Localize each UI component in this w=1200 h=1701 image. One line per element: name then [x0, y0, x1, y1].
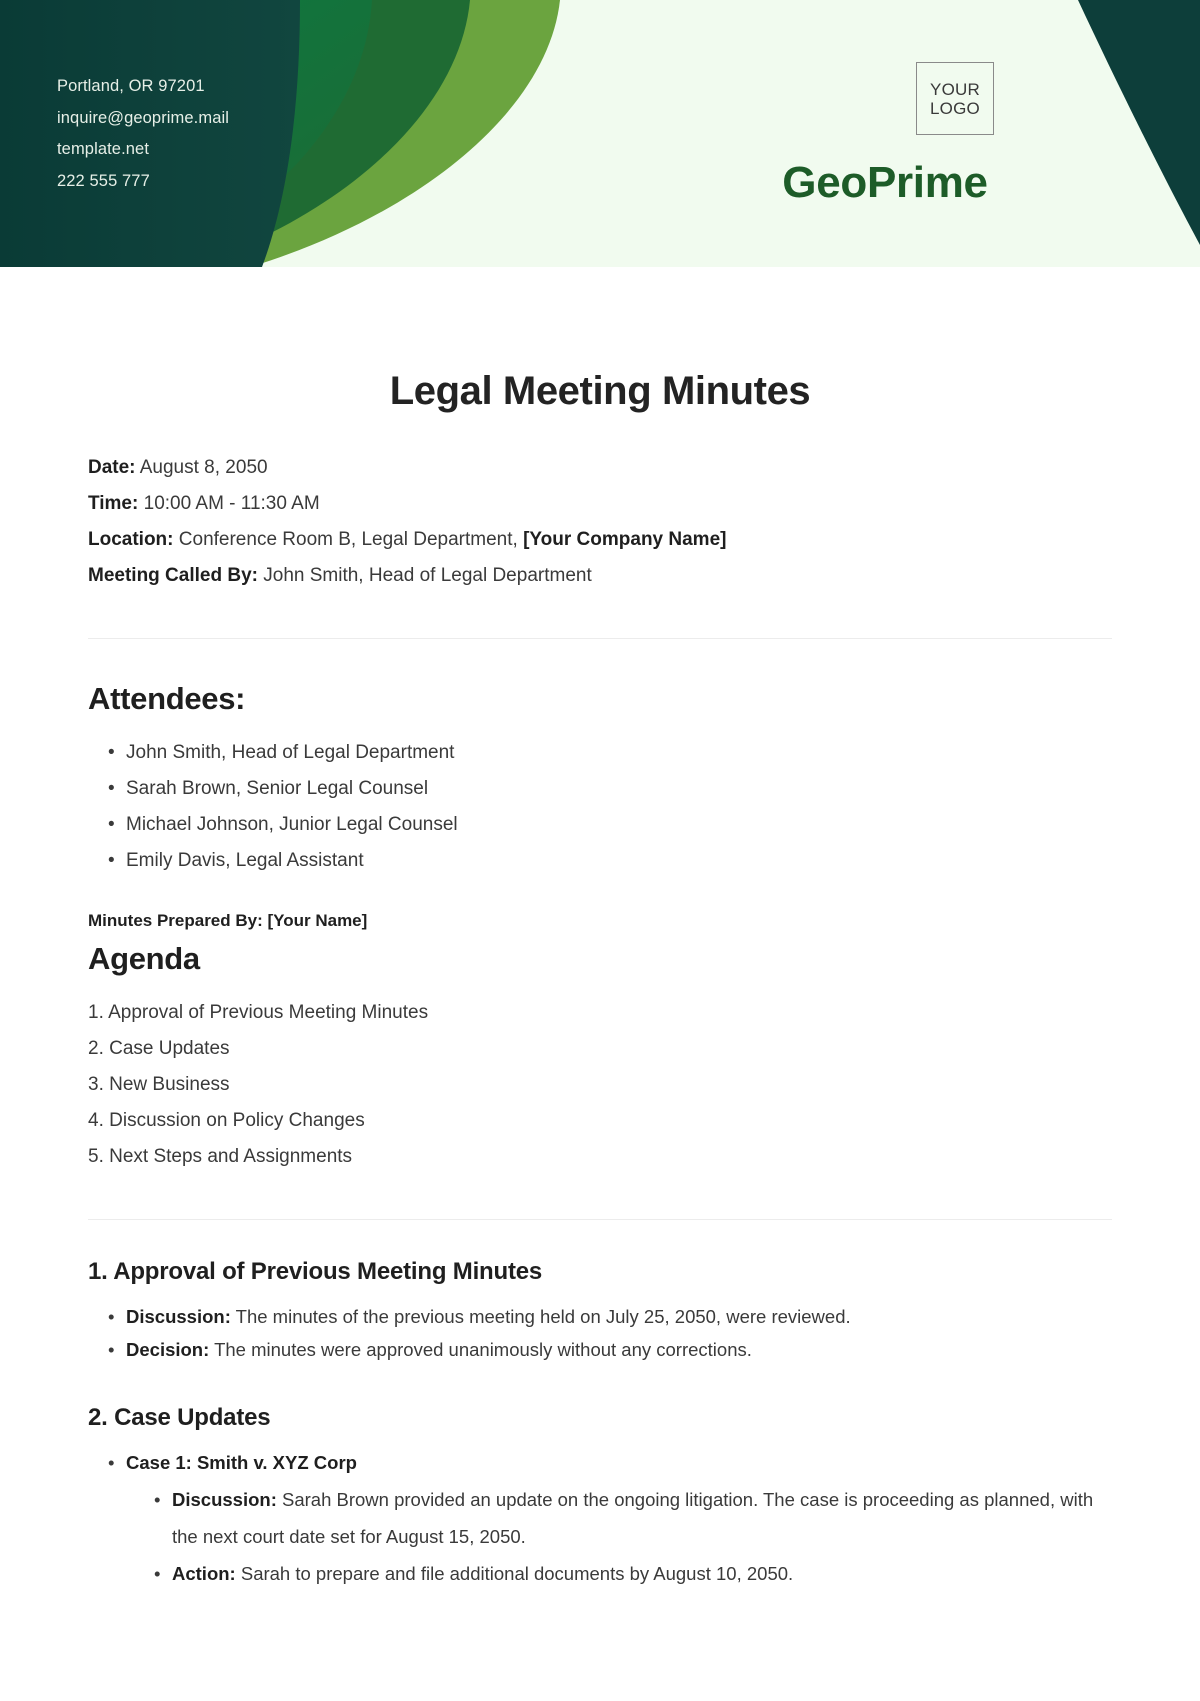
list-item: • Sarah Brown, Senior Legal Counsel — [106, 771, 1112, 807]
meta-time — [88, 486, 1112, 522]
item-label: Discussion: — [126, 1306, 231, 1327]
list-item — [152, 1481, 1112, 1555]
contact-email: inquire@geoprime.mail — [57, 108, 230, 127]
meta-called-by-label: Meeting Called By: — [88, 565, 258, 586]
attendees-heading: Attendees: — [88, 681, 246, 716]
document-body — [0, 369, 1200, 1592]
logo-placeholder-box — [916, 62, 994, 135]
page-title: Legal Meeting Minutes — [389, 369, 811, 413]
page-header — [0, 0, 1200, 267]
case-1-sublist — [126, 1481, 1112, 1592]
meta-time-label: Time: — [88, 493, 139, 514]
section-1-list — [88, 1300, 1112, 1366]
minutes-prepared-by: Minutes Prepared By: [Your Name] — [88, 911, 368, 930]
list-item: 1. Approval of Previous Meeting Minutes — [88, 1002, 429, 1023]
item-text: Sarah Brown provided an update on the ongoing litigation. The case is proceeding as planned, with the next court date set for August 15, 2050. — [172, 1489, 1094, 1547]
list-item: • Michael Johnson, Junior Legal Counsel — [106, 807, 1112, 843]
list-item: • John Smith, Head of Legal Department — [106, 735, 1112, 771]
meta-called-by-text: John Smith, Head of Legal Department — [263, 565, 592, 586]
meta-location-text: Conference Room B, Legal Department, — [178, 529, 524, 550]
item-text: Sarah to prepare and file additional documents by August 10, 2050. — [235, 1563, 794, 1584]
divider-2 — [88, 1219, 1112, 1220]
section-2-heading: 2. Case Updates — [88, 1404, 271, 1431]
meta-location-company: [Your Company Name] — [523, 529, 727, 550]
meeting-meta-block — [88, 450, 1112, 594]
list-item: 5. Next Steps and Assignments — [88, 1146, 353, 1167]
case-1-label: Case 1: Smith v. XYZ Corp — [126, 1452, 357, 1473]
meta-date — [88, 450, 1112, 486]
logo-text-line2: LOGO — [930, 98, 980, 118]
meta-time-text: 10:00 AM - 11:30 AM — [143, 493, 320, 514]
section-1-heading: 1. Approval of Previous Meeting Minutes — [88, 1258, 543, 1285]
meta-location — [88, 522, 1112, 558]
meta-location-label: Location: — [88, 529, 174, 550]
item-text: The minutes of the previous meeting held on July 25, 2050, were reviewed. — [230, 1306, 851, 1327]
list-item — [106, 1446, 1112, 1592]
item-text: The minutes were approved unanimously without any corrections. — [209, 1339, 752, 1360]
divider-1 — [88, 638, 1112, 639]
logo-text-line1: YOUR — [930, 79, 980, 99]
contact-address: Portland, OR 97201 — [57, 77, 205, 95]
meta-called-by — [88, 558, 1112, 594]
list-item — [106, 1333, 1112, 1366]
list-item: 2. Case Updates — [88, 1038, 230, 1059]
section-2-list — [88, 1446, 1112, 1592]
agenda-list — [88, 995, 1112, 1175]
meta-date-text: August 8, 2050 — [139, 457, 268, 478]
attendees-list — [88, 735, 1112, 879]
list-item — [152, 1555, 1112, 1592]
contact-website: template.net — [57, 140, 150, 158]
contact-phone: 222 555 777 — [57, 171, 150, 190]
header-contact-block — [57, 78, 229, 189]
list-item: 4. Discussion on Policy Changes — [88, 1110, 365, 1131]
list-item — [106, 1300, 1112, 1333]
item-label: Action: — [172, 1563, 236, 1584]
list-item: 3. New Business — [88, 1074, 230, 1095]
list-item: • Emily Davis, Legal Assistant — [106, 843, 1112, 879]
item-label: Discussion: — [172, 1489, 277, 1510]
meta-date-label: Date: — [88, 457, 136, 478]
item-label: Decision: — [126, 1339, 210, 1360]
brand-name: GeoPrime — [782, 158, 988, 207]
agenda-heading: Agenda — [88, 941, 200, 976]
